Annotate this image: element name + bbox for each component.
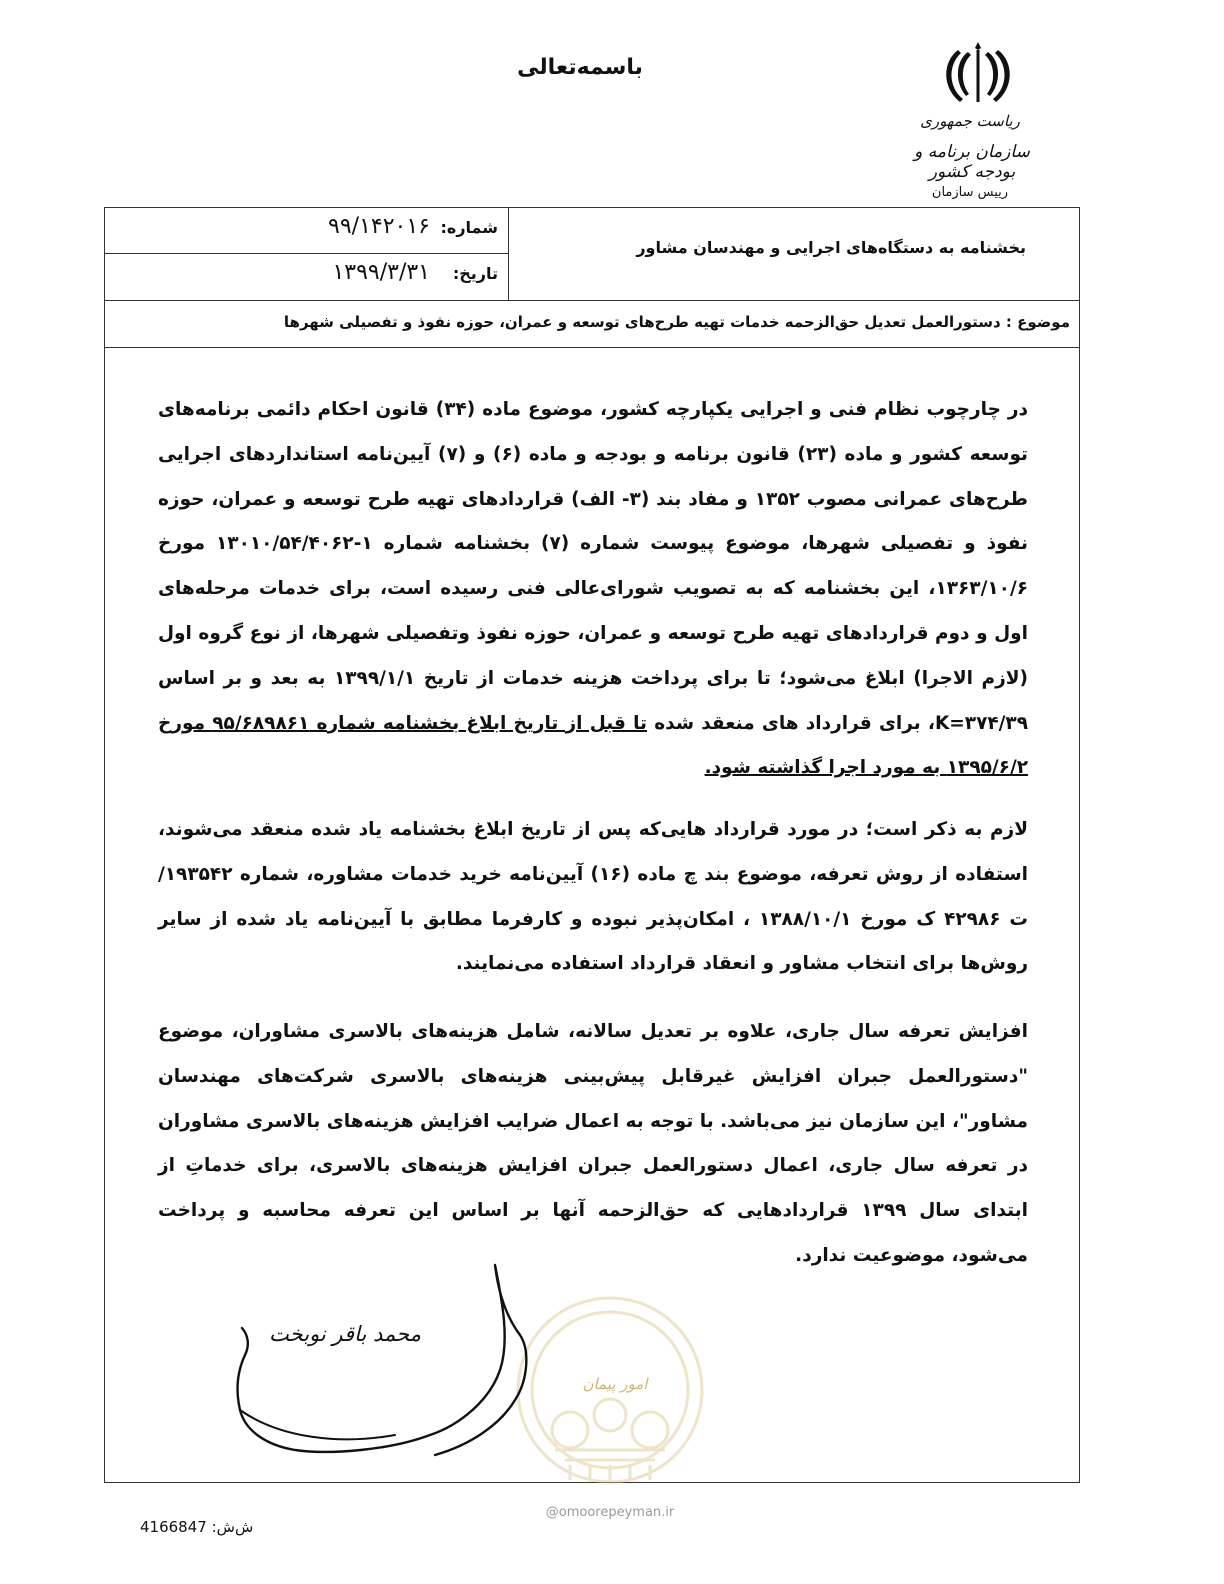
org-name-line: سازمان برنامه و بودجه کشور [914,142,1030,182]
signer-name: محمد باقر نوبخت [269,1322,421,1346]
body-paragraph-2: لازم به ذکر است؛ در مورد قرارداد هایی‌که پس از تاریخ ابلاغ بخشنامه یاد شده منعقد می‌شوند، استفاده از روش تعرفه، موضوع بند چ ماده (۱۶) آیین‌نامه خرید خدمات مشاوره، شماره ۱۹۳۵۴۲/ت ۴۲۹۸۶ ک مورخ ۱۳۸۸/۱۰/۱ ، امکان‌پذیر نبوده و کارفرما مطابق با آیین‌نامه یاد شده از سایر روش‌ها برای انتخاب مشاور و انعقاد قرارداد استفاده می‌نمایند. [158,819,1029,975]
bismillah-heading: باسمه‌تعالی [517,55,643,80]
paragraph-1-text: در چارچوب نظام فنی و اجرایی یکپارچه کشور، موضوع ماده (۳۴) قانون احکام دائمی برنامه‌های توسعه کشور و ماده (۲۳) قانون برنامه و بودجه و ماده (۶) و (۷) آیین‌نامه استانداردهای اجرایی طرح‌های عمرانی مصوب ۱۳۵۲ و مفاد بند (۳- الف) قراردادهای تهیه طرح توسعه و عمران، حوزه نفوذ و تفصیلی شهرها، موضوع پیوست شماره (۷) بخشنامه شماره ۱-۱۳۰۱۰/۵۴/۴۰۶۲ مورخ ۱۳۶۳/۱۰/۶، این بخشنامه که به تصویب شورای‌عالی فنی رسیده است، برای خدمات مرحله‌های اول و دوم قراردادهای تهیه طرح توسعه و عمران، حوزه نفوذ وتفصیلی شهرها، از نوع گروه اول (لازم الاجرا) ابلاغ می‌شود؛ تا برای پرداخت هزینه خدمات از تاریخ ۱۳۹۹/۱/۱ به بعد و بر اساس K=۳۷۴/۳۹، برای قرارداد های منعقد شده [158,399,1029,734]
number-label: شماره: [440,218,498,237]
paragraph-1-underlined: تا قبل از تاریخ ابلاغ بخشنامه شماره ۹۵/۶۸۹۸۶۱ مورخ ۱۳۹۵/۶/۲ به مورد اجرا گذاشته شود. [158,712,1028,779]
handwritten-signature [220,1260,550,1475]
subject-line: موضوع : دستورالعمل تعدیل حق‌الزحمه خدمات تهیه طرح‌های توسعه و عمران، حوزه نفوذ و تفصیلی شهرها [283,313,1070,331]
watermark-text: امور پیمان [582,1375,648,1393]
footer-tracking-code: ش‌ش: 4166847 [140,1518,254,1536]
header-column-divider [508,207,509,300]
header-divider [104,300,1080,301]
number-date-divider [104,253,508,254]
website-watermark: @omoorepeyman.ir [545,1505,675,1520]
body-paragraph-3: افزایش تعرفه سال جاری، علاوه بر تعدیل سالانه، شامل هزینه‌های بالاسری مشاوران، موضوع "دستورالعمل جبران افزایش غیرقابل پیش‌بینی هزینه‌های بالاسری شرکت‌های مهندسان مشاور"، این سازمان نیز می‌باشد. با توجه به اعمال ضرایب افزایش هزینه‌های بالاسری مشاوران در تعرفه سال جاری، اعمال دستورالعمل جبران افزایش هزینه‌های بالاسری، برای خدماتِ از ابتدای سال ۱۳۹۹ قراردادهایی که حق‌الزحمه آنها بر اساس این تعرفه محاسبه و پرداخت می‌شود، موضوعیت ندارد. [158,1021,1028,1266]
org-presidency-line: ریاست جمهوری [920,112,1020,130]
recipient-line: بخشنامه به دستگاه‌های اجرایی و مهندسان مشاور [636,238,1026,257]
number-value: ۹۹/۱۴۲۰۱۶ [328,214,430,239]
date-label: تاریخ: [452,264,498,283]
subject-divider [104,347,1080,348]
org-head-title: رییس سازمان [931,185,1009,200]
date-value: ۱۳۹۹/۳/۳۱ [332,260,430,285]
body-paragraph-1 [158,388,1028,791]
iran-emblem-icon [938,38,1018,108]
